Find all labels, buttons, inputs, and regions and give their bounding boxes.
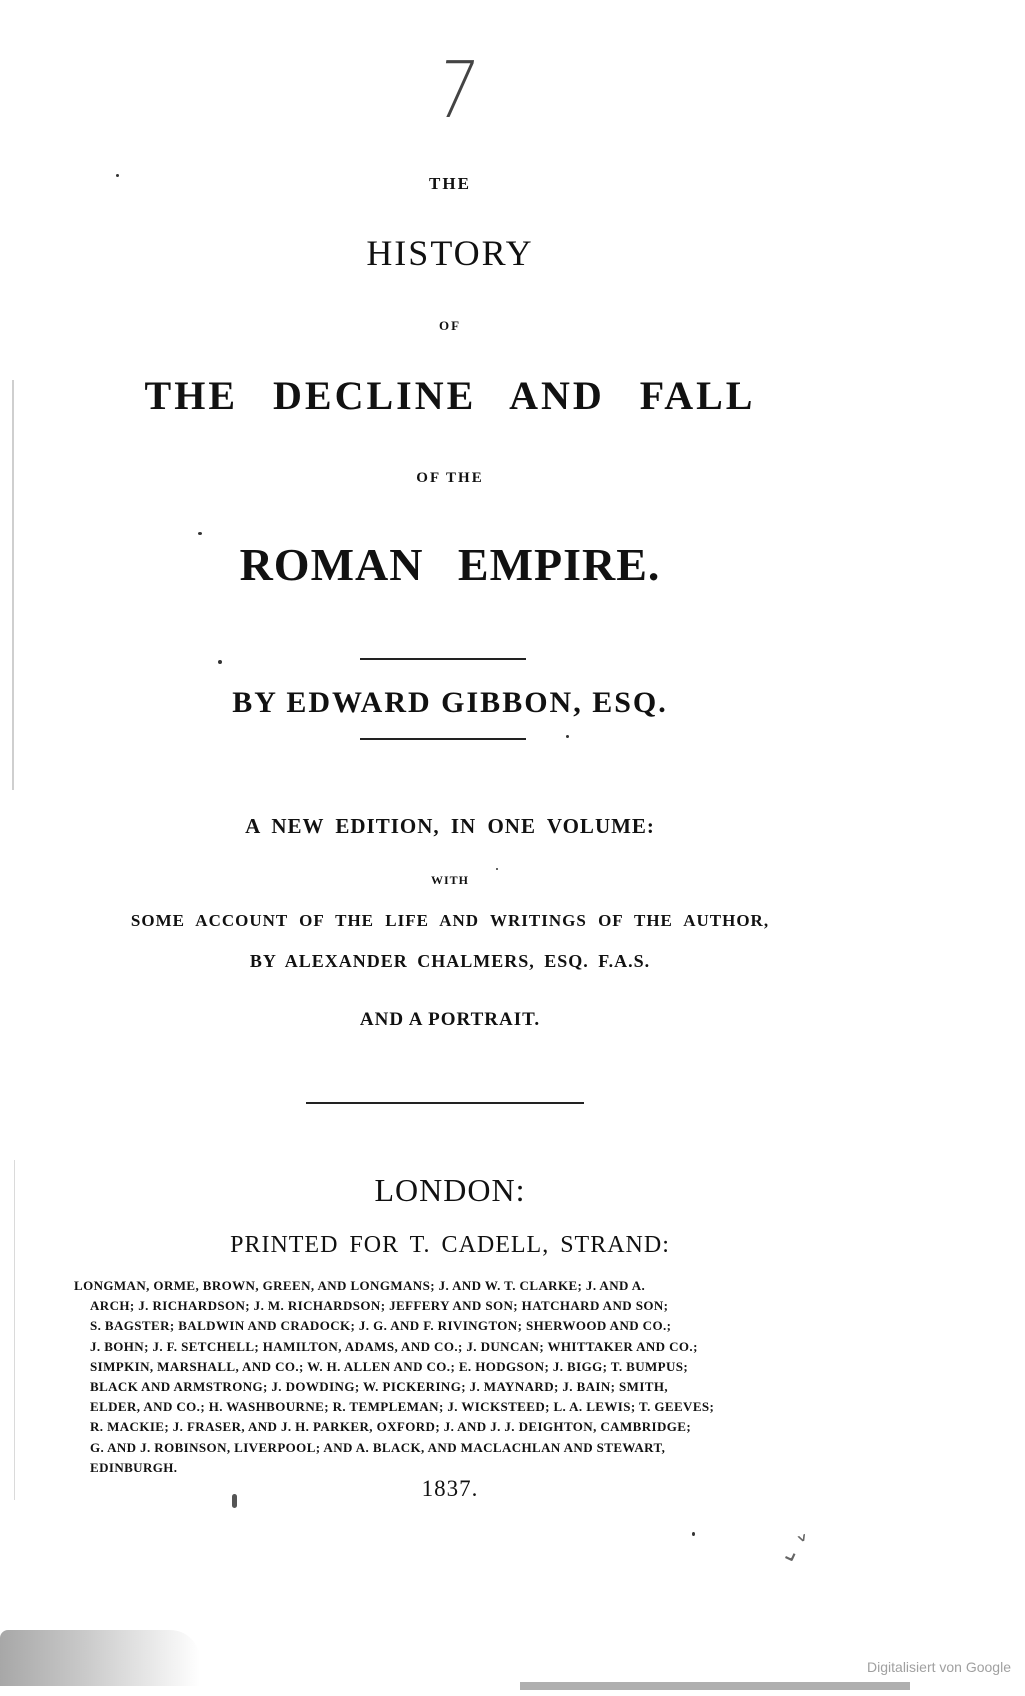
- scan-speck: [116, 174, 119, 177]
- author-line: BY EDWARD GIBBON, ESQ.: [232, 686, 668, 719]
- scan-speck: [496, 868, 498, 870]
- scan-bottom-edge: [520, 1682, 910, 1690]
- title-the: THE: [429, 174, 471, 193]
- publishers-line: ELDER, AND CO.; H. WASHBOURNE; R. TEMPLEMAN; J. WICKSTEED; L. A. LEWIS; T. GEEVES;: [90, 1399, 715, 1415]
- scan-speck: [218, 660, 222, 664]
- publication-year: 1837.: [421, 1476, 479, 1501]
- publishers-line: J. BOHN; J. F. SETCHELL; HAMILTON, ADAMS, AND CO.; J. DUNCAN; WHITTAKER AND CO.;: [90, 1338, 698, 1354]
- scan-speck: [198, 532, 202, 535]
- edition-line: A NEW EDITION, IN ONE VOLUME:: [245, 814, 655, 838]
- scan-speck: [692, 1532, 695, 1536]
- scan-smudge: [0, 1630, 200, 1686]
- title-of: OF: [438, 318, 462, 333]
- publishers-line: S. BAGSTER; BALDWIN AND CRADOCK; J. G. AND F. RIVINGTON; SHERWOOD AND CO.;: [90, 1318, 672, 1334]
- title-of-the: OF THE: [416, 470, 484, 486]
- divider-rule-imprint: [306, 1102, 584, 1104]
- portrait-line: AND A PORTRAIT.: [359, 1009, 541, 1030]
- with-line: WITH: [430, 873, 469, 887]
- title-history: HISTORY: [366, 233, 534, 273]
- imprint-city: LONDON:: [374, 1172, 526, 1208]
- publishers-line: R. MACKIE; J. FRASER, AND J. H. PARKER, OXFORD; J. AND J. J. DEIGHTON, CAMBRIDGE;: [90, 1419, 692, 1435]
- publishers-line: BLACK AND ARMSTRONG; J. DOWDING; W. PICKERING; J. MAYNARD; J. BAIN; SMITH,: [90, 1379, 669, 1395]
- digitization-watermark: Digitalisiert von Google: [867, 1659, 1011, 1675]
- scan-speck: [566, 735, 569, 738]
- divider-rule-bottom: [360, 738, 526, 740]
- publishers-line: SIMPKIN, MARSHALL, AND CO.; W. H. ALLEN AND CO.; E. HODGSON; J. BIGG; T. BUMPUS;: [90, 1358, 689, 1374]
- publishers-line: EDINBURGH.: [90, 1459, 178, 1475]
- title-empire: ROMAN EMPIRE.: [239, 539, 661, 590]
- scan-speck: [232, 1494, 237, 1508]
- publishers-line: G. AND J. ROBINSON, LIVERPOOL; AND A. BLACK, AND MACLACHLAN AND STEWART,: [90, 1439, 666, 1455]
- publishers-line: LONGMAN, ORME, BROWN, GREEN, AND LONGMANS; J. AND W. T. CLARKE; J. AND A.: [74, 1278, 646, 1293]
- pencil-mark: ⌄˅: [773, 1530, 817, 1572]
- page-edge-shadow-lower: [14, 1160, 15, 1500]
- divider-rule-top: [360, 658, 526, 660]
- account-line: SOME ACCOUNT OF THE LIFE AND WRITINGS OF THE AUTHOR,: [130, 911, 770, 930]
- imprint-printed-for: PRINTED FOR T. CADELL, STRAND:: [230, 1232, 670, 1258]
- title-main: THE DECLINE AND FALL: [144, 373, 756, 418]
- publishers-line: ARCH; J. RICHARDSON; J. M. RICHARDSON; JEFFERY AND SON; HATCHARD AND SON;: [90, 1298, 669, 1314]
- handwritten-shelf-number: 7: [430, 46, 484, 136]
- editor-line: BY ALEXANDER CHALMERS, ESQ. F.A.S.: [249, 951, 651, 971]
- publishers-list: [74, 1276, 838, 1478]
